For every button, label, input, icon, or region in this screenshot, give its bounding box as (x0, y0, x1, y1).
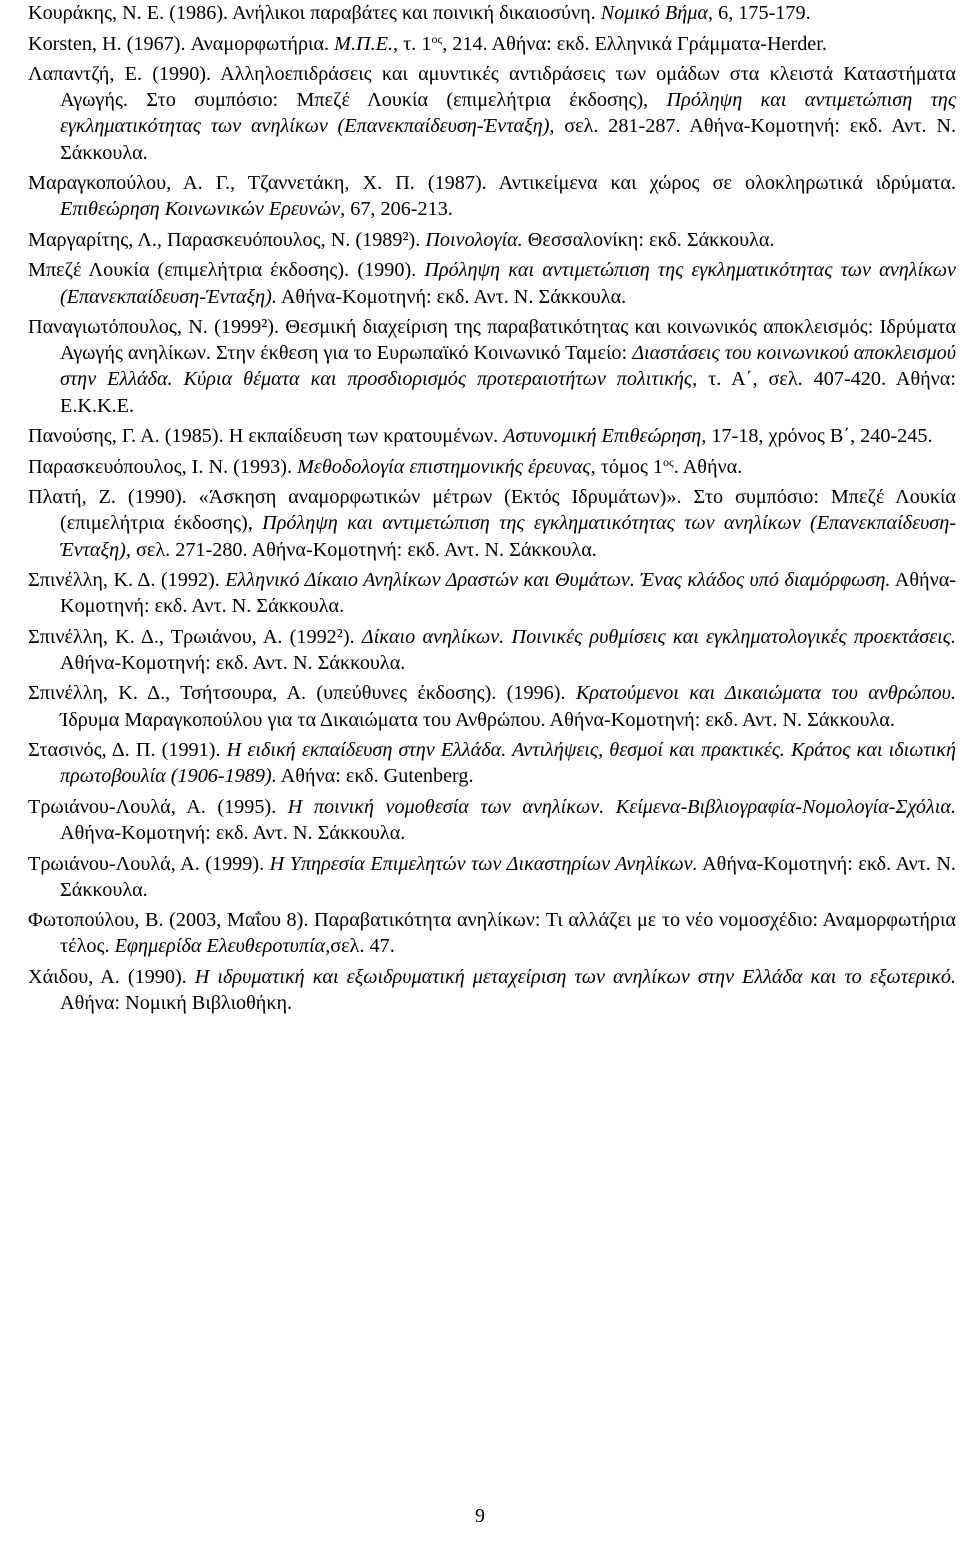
reference-title-italic: Μεθοδολογία επιστημονικής έρευνας, (297, 455, 596, 478)
reference-text: Αθήνα: Νομική Βιβλιοθήκη. (60, 992, 293, 1015)
reference-text: Μπεζέ Λουκία (επιμελήτρια έκδοσης). (1990). (28, 259, 425, 282)
reference-entry (28, 61, 956, 166)
reference-entry (28, 257, 956, 309)
reference-text: Σπινέλλη, Κ. Δ. (1992). (28, 569, 226, 592)
reference-text: Χάιδου, Α. (1990). (28, 965, 195, 988)
reference-title-italic: Διαστάσεις του κοινωνικού αποκλεισμού στην Ελλάδα. Κύρια θέματα και προσδιορισμός προτεραιοτήτων πολιτικής, (60, 342, 956, 391)
reference-text: Μαραγκοπούλου, Α. Γ., Τζαννετάκη, Χ. Π. (1987). Αντικείμενα και χώρος σε ολοκληρωτικά ιδρύματα. (28, 172, 956, 195)
reference-text: 17-18, χρόνος Β΄, 240-245. (706, 425, 933, 448)
reference-text: Παναγιωτόπουλος, Ν. (1999²). Θεσμική διαχείριση της παραβατικότητας και κοινωνικός αποκλεισμός: Ιδρύματα Αγωγής ανηλίκων. Στην έκθεση για το Ευρωπαϊκό Κοινωνικό Ταμείο: (28, 316, 956, 365)
reference-text: σελ. 271-280. Αθήνα-Κομοτηνή: εκδ. Αντ. Ν. Σάκκουλα. (130, 538, 597, 561)
reference-text: Κουράκης, Ν. Ε. (1986). Ανήλικοι παραβάτες και ποινική δικαιοσύνη. (28, 2, 601, 24)
reference-text: Αθήνα-Κομοτηνή: εκδ. Αντ. Ν. Σάκκουλα. (60, 651, 406, 674)
reference-title-italic: Ελληνικό Δίκαιο Ανηλίκων Δραστών και Θυμάτων. Ένας κλάδος υπό διαμόρφωση. (225, 569, 891, 592)
ordinal-superscript: ος (431, 31, 443, 46)
reference-text: . Αθήνα. (673, 455, 743, 478)
reference-text: Τρωιάνου-Λουλά, Α. (1995). (28, 795, 288, 818)
reference-list (28, 0, 956, 1021)
reference-text: Θεσσαλονίκη: εκδ. Σάκκουλα. (522, 228, 775, 251)
reference-title-italic: Η ειδική εκπαίδευση στην Ελλάδα. Αντιλήψεις, θεσμοί και πρακτικές. Κράτος και ιδιωτική πρωτοβουλία (1906-1989). (60, 739, 956, 788)
reference-entry (28, 737, 956, 789)
ordinal-superscript: ος (662, 454, 674, 469)
reference-entry (28, 851, 956, 903)
reference-title-italic: Πρόληψη και αντιμετώπιση της εγκληματικότητας των ανηλίκων (Επανεκπαίδευση-Ένταξη), (60, 89, 957, 138)
reference-text: Ίδρυμα Μαραγκοπούλου για τα Δικαιώματα του Ανθρώπου. Αθήνα-Κομοτηνή: εκδ. Αντ. Ν. Σάκκουλα. (60, 708, 895, 731)
reference-entry (28, 964, 956, 1016)
reference-title-italic: Η Υπηρεσία Επιμελητών των Δικαστηρίων Ανηλίκων. (269, 852, 698, 875)
reference-text: Σπινέλλη, Κ. Δ., Τρωιάνου, Α. (1992²). (28, 625, 362, 648)
reference-entry (28, 484, 956, 563)
reference-text: Μαργαρίτης, Λ., Παρασκευόπουλος, Ν. (1989²). (28, 228, 426, 251)
reference-text: Αθήνα-Κομοτηνή: εκδ. Αντ. Ν. Σάκκουλα. (276, 285, 627, 308)
reference-entry (28, 794, 956, 846)
reference-text: τόμος 1 (595, 455, 663, 478)
reference-text: Αθήνα: εκδ. Gutenberg. (276, 765, 474, 788)
page-number: 9 (475, 1505, 485, 1527)
reference-text: Αθήνα-Κομοτηνή: εκδ. Αντ. Ν. Σάκκουλα. (60, 822, 406, 845)
reference-text: Πανούσης, Γ. Α. (1985). Η εκπαίδευση των κρατουμένων. (28, 425, 504, 448)
reference-text: Σπινέλλη, Κ. Δ., Τσήτσουρα, Α. (υπεύθυνες έκδοσης). (1996). (28, 682, 576, 705)
reference-entry (28, 31, 956, 57)
reference-text: Αθήνα-Κομοτηνή: εκδ. Αντ. Ν. Σάκκουλα. (60, 852, 956, 901)
reference-entry (28, 680, 956, 732)
reference-text: Φωτοπούλου, Β. (2003, Μαΐου 8). Παραβατικότητα ανηλίκων: Τι αλλάζει με το νέο νομοσχέδιο: Αναμορφωτήρια τέλος. (28, 909, 956, 958)
reference-title-italic: Νομικό Βήμα, (600, 2, 714, 24)
reference-text: τ. 1 (398, 32, 432, 55)
reference-entry (28, 907, 956, 959)
reference-title-italic: Κρατούμενοι και Δικαιώματα του ανθρώπου. (575, 682, 956, 705)
reference-text: 67, 206-213. (345, 198, 453, 221)
reference-entry (28, 454, 956, 480)
reference-text: Λαπαντζή, Ε. (1990). Αλληλοεπιδράσεις και αμυντικές αντιδράσεις των ομάδων στα κλειστά Καταστήματα Αγωγής. Στο συμπόσιο: Μπεζέ Λουκία (επιμελήτρια έκδοσης), (28, 63, 956, 112)
reference-text: , 214. Αθήνα: εκδ. Ελληνικά Γράμματα-Herder. (442, 32, 827, 55)
reference-entry (28, 170, 956, 222)
reference-text: Τρωιάνου-Λουλά, Α. (1999). (28, 852, 270, 875)
reference-title-italic: Η ιδρυματική και εξωιδρυματική μεταχείριση των ανηλίκων στην Ελλάδα και το εξωτερικό. (194, 965, 956, 988)
reference-title-italic: Αστυνομική Επιθεώρηση, (503, 425, 707, 448)
reference-text: Πλατή, Ζ. (1990). «Άσκηση αναμορφωτικών μέτρων (Εκτός Ιδρυμάτων)». Στο συμπόσιο: Μπεζέ Λουκία (επιμελήτρια έκδοσης), (28, 486, 956, 535)
reference-text: Korsten, H. (1967). Αναμορφωτήρια. (28, 32, 335, 55)
reference-text: Παρασκευόπουλος, Ι. Ν. (1993). (28, 455, 298, 478)
reference-title-italic: Επιθεώρηση Κοινωνικών Ερευνών, (60, 198, 346, 221)
reference-entry (28, 423, 956, 449)
reference-title-italic: Πρόληψη και αντιμετώπιση της εγκληματικότητας των ανηλίκων (Επανεκπαίδευση-Ένταξη). (60, 259, 956, 308)
reference-entry (28, 0, 956, 26)
reference-text: 6, 175-179. (713, 2, 811, 24)
reference-title-italic: Η ποινική νομοθεσία των ανηλίκων. Κείμενα-Βιβλιογραφία-Νομολογία-Σχόλια. (287, 795, 956, 818)
reference-entry (28, 624, 956, 676)
reference-entry (28, 314, 956, 419)
reference-title-italic: Εφημερίδα Ελευθεροτυπία, (114, 935, 331, 958)
reference-text: Αθήνα-Κομοτηνή: εκδ. Αντ. Ν. Σάκκουλα. (60, 569, 956, 618)
reference-text: σελ. 47. (330, 935, 395, 958)
reference-title-italic: Πρόληψη και αντιμετώπιση της εγκληματικότητας των ανηλίκων (Επανεκπαίδευση-Ένταξη), (60, 512, 956, 561)
reference-title-italic: Μ.Π.Ε., (334, 32, 399, 55)
reference-text: σελ. 281-287. Αθήνα-Κομοτηνή: εκδ. Αντ. Ν. Σάκκουλα. (60, 115, 957, 164)
reference-text: τ. Α΄, σελ. 407-420. Αθήνα: Ε.Κ.Κ.Ε. (60, 368, 956, 417)
reference-text: Στασινός, Δ. Π. (1991). (28, 739, 227, 762)
reference-title-italic: Ποινολογία. (425, 228, 523, 251)
reference-title-italic: Δίκαιο ανηλίκων. Ποινικές ρυθμίσεις και εγκληματολογικές προεκτάσεις. (361, 625, 956, 648)
reference-entry (28, 227, 956, 253)
reference-entry (28, 567, 956, 619)
